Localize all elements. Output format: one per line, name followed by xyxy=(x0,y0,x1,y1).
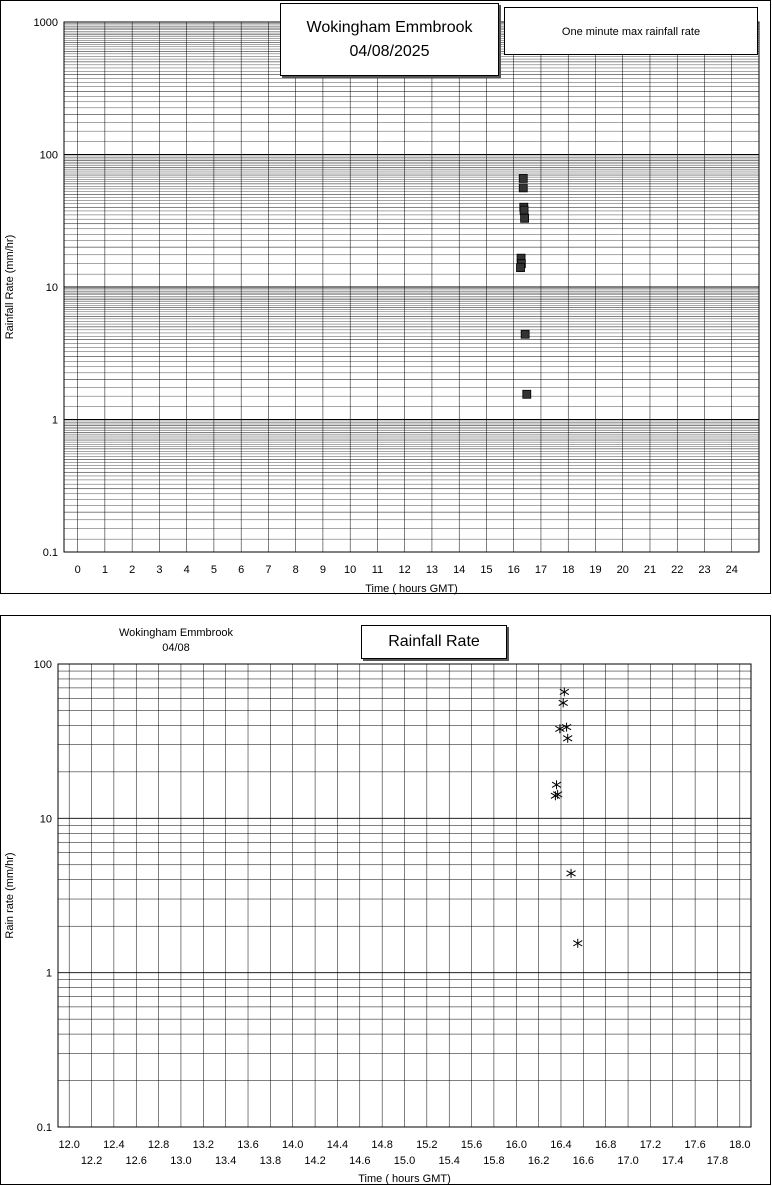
x-tick-label: 13.4 xyxy=(214,1155,237,1167)
x-tick-label: 12 xyxy=(398,564,411,576)
x-tick-label: 12.0 xyxy=(58,1139,80,1151)
y-tick-label: 100 xyxy=(33,659,52,671)
station-header xyxy=(101,626,251,656)
x-tick-label: 15.4 xyxy=(438,1155,460,1167)
x-tick-label: 5 xyxy=(210,564,217,576)
x-tick-label: 16.0 xyxy=(505,1139,527,1151)
y-tick-label: 0.1 xyxy=(36,1122,52,1134)
x-tick-label: 13.8 xyxy=(259,1155,282,1167)
x-tick-label: 9 xyxy=(319,564,326,576)
daily-rainfall-chart xyxy=(1,1,772,595)
x-tick-label: 4 xyxy=(183,564,190,576)
x-tick-label: 10 xyxy=(344,564,357,576)
x-tick-label: 17.2 xyxy=(639,1139,662,1151)
x-tick-label: 18.0 xyxy=(729,1139,751,1151)
x-tick-label: 12.2 xyxy=(80,1155,103,1167)
x-tick-label: 0 xyxy=(74,564,81,576)
y-tick-label: 0.1 xyxy=(42,547,58,559)
y-axis-label: Rainfall Rate (mm/hr) xyxy=(4,234,16,340)
y-tick-label: 1000 xyxy=(33,17,58,29)
x-tick-label: 13 xyxy=(425,564,439,576)
x-tick-label: 17.6 xyxy=(684,1139,706,1151)
x-tick-label: 15.0 xyxy=(393,1155,416,1167)
x-tick-label: 16.4 xyxy=(550,1139,572,1151)
y-tick-label: 100 xyxy=(39,149,58,162)
y-axis-label: Rain rate (mm/hr) xyxy=(4,852,16,939)
x-tick-label: 19 xyxy=(589,564,602,576)
x-tick-label: 20 xyxy=(616,564,629,576)
x-tick-label: 8 xyxy=(292,564,299,576)
data-point-marker xyxy=(573,939,582,948)
x-tick-label: 3 xyxy=(156,564,163,576)
x-tick-label: 6 xyxy=(238,564,245,576)
x-tick-label: 13.6 xyxy=(237,1139,259,1151)
x-tick-label: 17.4 xyxy=(662,1155,684,1167)
data-point-marker xyxy=(519,174,527,182)
station-name: Wokingham Emmbrook xyxy=(118,627,234,639)
x-tick-label: 22 xyxy=(671,564,684,576)
x-tick-label: 14.4 xyxy=(326,1139,349,1151)
x-tick-label: 14 xyxy=(453,564,466,576)
x-tick-label: 23 xyxy=(698,564,711,576)
chart-title-box xyxy=(361,625,507,659)
x-tick-label: 17 xyxy=(534,564,548,576)
data-point-marker xyxy=(521,330,529,338)
chart-title-box xyxy=(280,3,499,76)
data-point-marker xyxy=(517,264,525,272)
x-axis-label: Time ( hours GMT) xyxy=(358,1173,451,1185)
x-tick-label: 14.2 xyxy=(304,1155,326,1167)
x-tick-label: 14.6 xyxy=(349,1155,371,1167)
x-tick-label: 16 xyxy=(507,564,520,576)
chart-legend xyxy=(504,7,758,55)
y-tick-label: 1 xyxy=(51,414,58,427)
x-tick-label: 12.8 xyxy=(147,1139,170,1151)
data-point-marker xyxy=(523,390,531,398)
data-point-marker xyxy=(519,184,527,192)
x-tick-label: 14.0 xyxy=(282,1139,304,1151)
x-tick-label: 11 xyxy=(371,564,384,576)
data-point-marker xyxy=(567,869,576,878)
x-tick-label: 17.0 xyxy=(617,1155,639,1167)
x-tick-label: 16.6 xyxy=(572,1155,595,1167)
x-tick-label: 17.8 xyxy=(706,1155,729,1167)
x-tick-label: 15.2 xyxy=(416,1139,438,1151)
chart-title: Rainfall Rate xyxy=(388,633,480,650)
x-tick-label: 12.4 xyxy=(103,1139,125,1151)
data-point-marker xyxy=(563,734,572,743)
x-tick-label: 14.8 xyxy=(371,1139,393,1151)
chart-date: 04/08/2025 xyxy=(349,43,430,60)
x-tick-label: 15 xyxy=(480,564,493,576)
y-tick-label: 1 xyxy=(45,967,52,980)
x-axis-label: Time ( hours GMT) xyxy=(365,583,458,595)
x-tick-label: 21 xyxy=(643,564,657,576)
rainfall-rate-zoom-panel xyxy=(0,615,771,1185)
chart-title: Wokingham Emmbrook xyxy=(306,19,473,36)
data-point-marker xyxy=(559,698,568,707)
station-date: 04/08 xyxy=(162,642,190,654)
x-tick-label: 15.6 xyxy=(460,1139,483,1151)
x-tick-label: 12.6 xyxy=(125,1155,147,1167)
x-tick-label: 13.2 xyxy=(192,1139,215,1151)
x-tick-label: 1 xyxy=(101,564,108,576)
y-tick-label: 10 xyxy=(39,813,52,826)
x-tick-label: 16.8 xyxy=(594,1139,617,1151)
x-tick-label: 16.2 xyxy=(527,1155,550,1167)
legend-label: One minute max rainfall rate xyxy=(561,26,701,38)
x-tick-label: 13.0 xyxy=(170,1155,192,1167)
x-tick-label: 18 xyxy=(562,564,575,576)
x-tick-label: 2 xyxy=(129,564,136,576)
data-point-marker xyxy=(520,206,528,214)
data-point-marker xyxy=(552,780,561,789)
x-tick-label: 24 xyxy=(725,564,738,576)
zoom-rainfall-chart xyxy=(1,616,772,1186)
data-point-marker xyxy=(521,214,529,222)
x-tick-label: 15.8 xyxy=(483,1155,505,1167)
x-tick-label: 7 xyxy=(265,564,272,576)
y-tick-label: 10 xyxy=(45,282,58,294)
